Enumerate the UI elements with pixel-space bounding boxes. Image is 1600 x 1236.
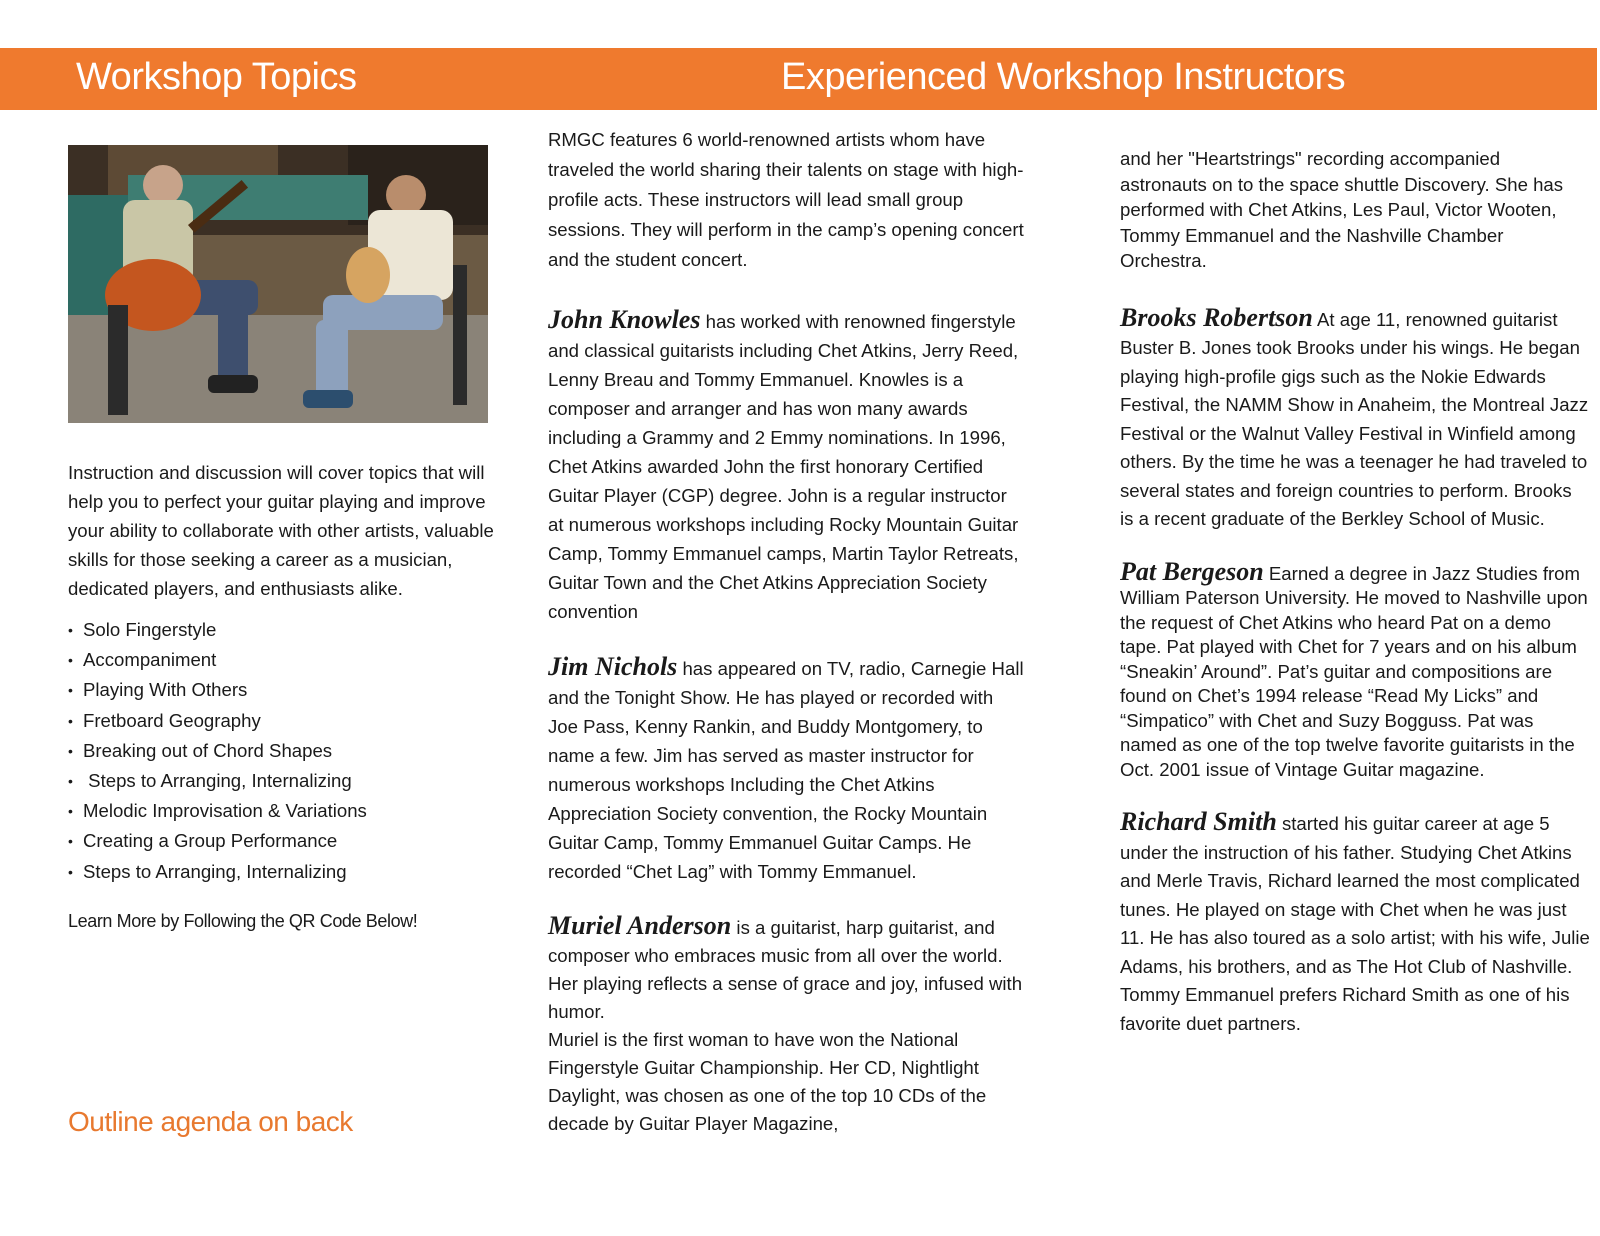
bio-text: has worked with renowned fingerstyle and classical guitarists including Chet Atkins, Jerry Reed, Lenny Breau and Tommy Emmanuel. Knowles is a composer and arranger and has won many awards including a Grammy and 2 Emmy nominations. In 1996, Chet Atkins awarded John the first honorary Certified Guitar Player (CGP) degree. John is a regular instructor at numerous workshops including Rocky Mountain Guitar Camp, Tommy Emmanuel camps, Martin Taylor Retreats, Guitar Town and the Chet Atkins Appreciation Society convention	[548, 311, 1019, 622]
list-item: • Accompaniment	[68, 645, 500, 675]
bio-text: has appeared on TV, radio, Carnegie Hall and the Tonight Show. He has played or recorded with Joe Pass, Kenny Rankin, and Buddy Montgomery, to name a few. Jim has served as master instructor for numerous workshops Including the Chet Atkins Appreciation Society convention, the Rocky Mountain Guitar Camp, Tommy Emmanuel Guitar Camps. He recorded “Chet Lag” with Tommy Emmanuel.	[548, 658, 1024, 882]
list-item: • Breaking out of Chord Shapes	[68, 736, 500, 766]
bio-brooks-robertson	[1120, 304, 1590, 534]
list-item: • Steps to Arranging, Internalizing	[68, 857, 500, 887]
outline-agenda-note: Outline agenda on back	[68, 1106, 353, 1137]
workshop-topics-column	[68, 458, 500, 936]
muriel-bio-continued: and her "Heartstrings" recording accompanied astronauts on to the space shuttle Discovery. She has performed with Chet Atkins, Les Paul, Victor Wooten, Tommy Emmanuel and the Nashville Chamber Orchestra.	[1120, 148, 1564, 271]
bio-pat-bergeson	[1120, 556, 1590, 783]
instructor-name: Muriel Anderson	[548, 911, 732, 940]
bio-text: Earned a degree in Jazz Studies from William Paterson University. He moved to Nashville upon the request of Chet Atkins who heard Pat on a demo tape. Pat played with Chet for 7 years and on his album “Sneakin’ Around”. Pat’s guitar and compositions are found on Chet’s 1994 release “Read My Licks” and “Simpatico” with Chet and Suzy Bogguss. Pat was named as one of the top twelve favorite guitarists in the Oct. 2001 issue of Vintage Guitar magazine.	[1120, 562, 1588, 780]
instructors-title: Experienced Workshop Instructors	[781, 56, 1346, 98]
instructors-column-middle	[548, 125, 1026, 1138]
list-item: • Playing With Others	[68, 675, 500, 705]
bio-muriel-anderson	[548, 912, 1026, 1138]
workshop-topics-title: Workshop Topics	[76, 56, 357, 98]
bio-richard-smith	[1120, 808, 1590, 1038]
header-banner	[0, 48, 1597, 110]
learn-more-text: Learn More by Following the QR Code Below!	[68, 910, 418, 931]
photo-guitarists-icon	[68, 145, 488, 423]
bio-text: At age 11, renowned guitarist Buster B. Jones took Brooks under his wings. He began playing high-profile gigs such as the Nokie Edwards Festival, the NAMM Show in Anaheim, the Montreal Jazz Festival or the Walnut Valley Festival in Winfield among others. By the time he was a teenager he had traveled to several states and foreign countries to perform. Brooks is a recent graduate of the Berkley School of Music.	[1120, 308, 1589, 529]
bio-text: started his guitar career at age 5 under the instruction of his father. Studying Chet Atkins and Merle Travis, Richard learned the most complicated tunes. He played on stage with Chet when he was just 11. He has also toured as a solo artist; with his wife, Julie Adams, his brothers, and as The Hot Club of Nashville. Tommy Emmanuel prefers Richard Smith as one of his favorite duet partners.	[1120, 813, 1590, 1034]
instructor-name: Pat Bergeson	[1120, 556, 1264, 586]
instructors-intro: RMGC features 6 world-renowned artists whom have traveled the world sharing their talents on stage with high-profile acts. These instructors will lead small group sessions. They will perform in the camp’s opening concert and the student concert.	[548, 129, 1024, 270]
instructor-name: Jim Nichols	[548, 652, 678, 681]
bio-text-continued: Muriel is the first woman to have won the National Fingerstyle Guitar Championship. Her CD, Nightlight Daylight, was chosen as one of the top 10 CDs of the decade by Guitar Player Magazine,	[548, 1029, 987, 1134]
list-item: • Fretboard Geography	[68, 706, 500, 736]
list-item: • Creating a Group Performance	[68, 826, 500, 856]
instructor-name: Richard Smith	[1120, 807, 1277, 836]
bio-john-knowles	[548, 305, 1026, 626]
instructor-name: John Knowles	[548, 305, 701, 334]
instructors-column-right	[1120, 146, 1590, 1038]
instructor-name: Brooks Robertson	[1120, 302, 1313, 332]
topic-list	[68, 615, 500, 887]
guitarists-photo	[68, 145, 488, 423]
list-item: • Steps to Arranging, Internalizing	[68, 766, 500, 796]
bio-jim-nichols	[548, 652, 1026, 886]
list-item: • Melodic Improvisation & Variations	[68, 796, 500, 826]
list-item: • Solo Fingerstyle	[68, 615, 500, 645]
bio-text: is a guitarist, harp guitarist, and composer who embraces music from all over the world. Her playing reflects a sense of grace and joy, infused with humor.	[548, 917, 1023, 1022]
topics-intro: Instruction and discussion will cover topics that will help you to perfect your guitar playing and improve your ability to collaborate with other artists, valuable skills for those seeking a career as a musician, dedicated players, and enthusiasts alike.	[68, 462, 494, 599]
